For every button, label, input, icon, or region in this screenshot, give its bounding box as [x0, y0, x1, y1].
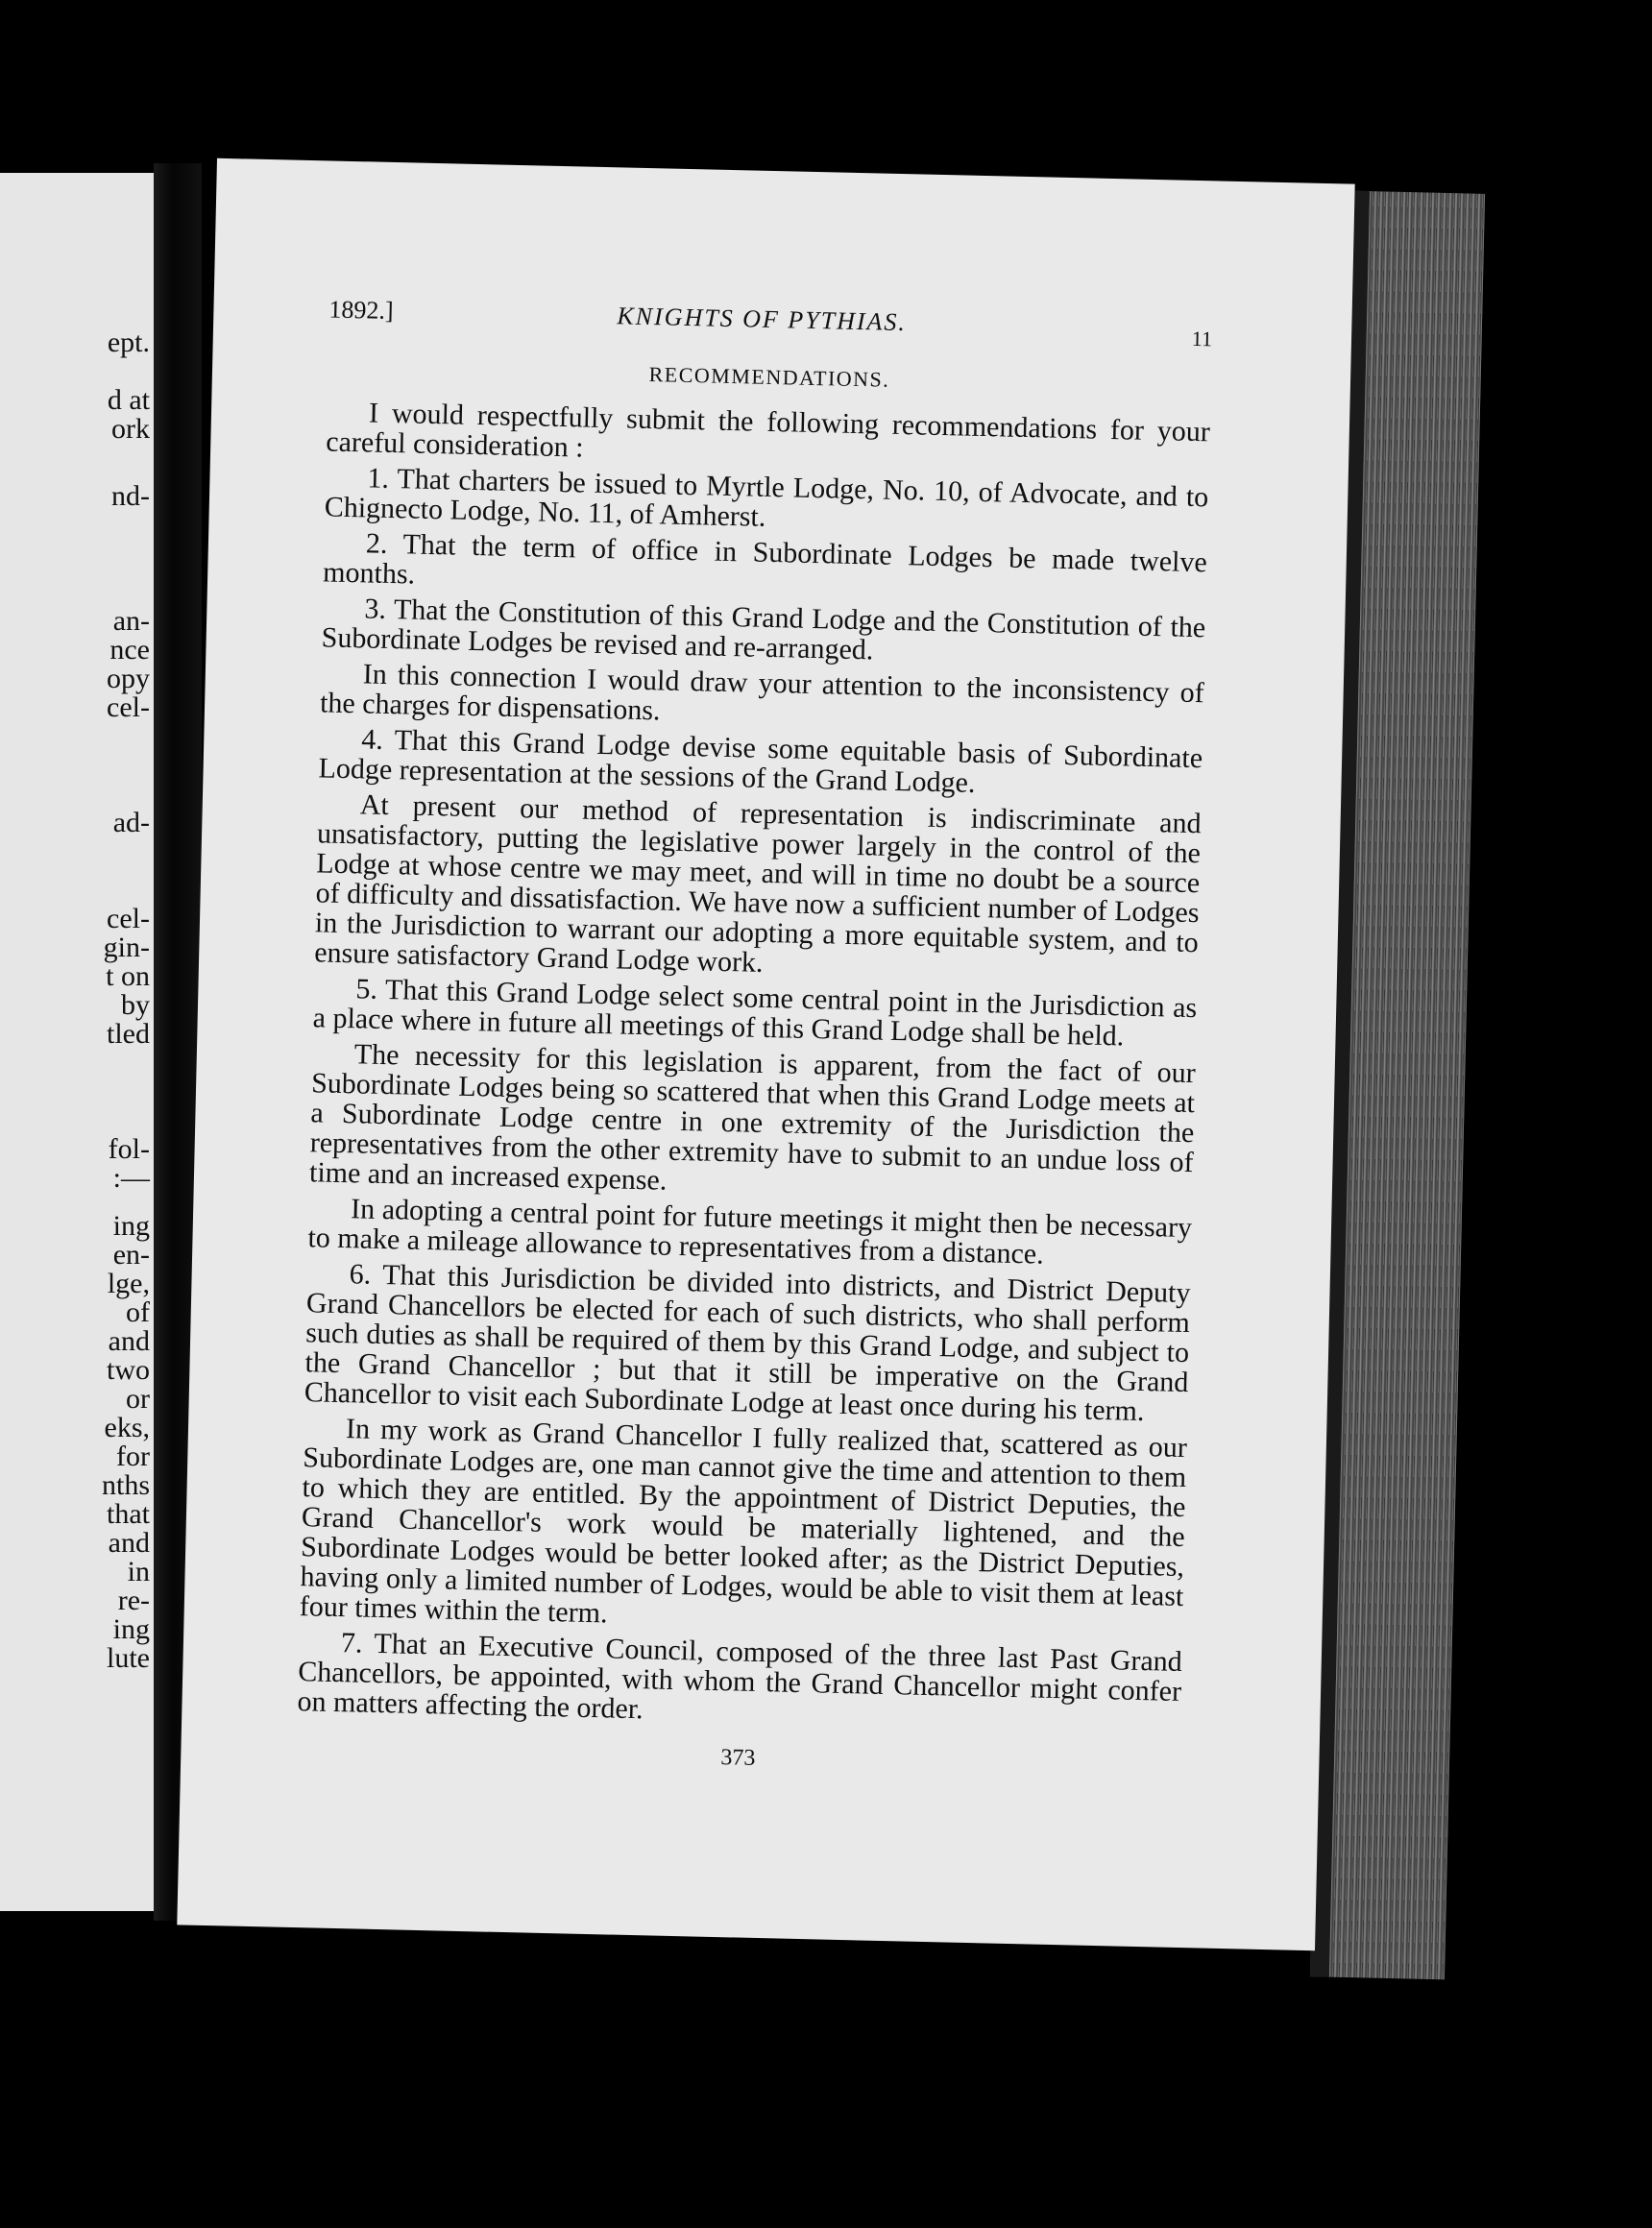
paragraph: 7. That an Executive Council, composed of the three last Past Grand Chancellors, be appointed, with whom the Grand Chancellor might confer on matters affecting the order.: [297, 1627, 1183, 1726]
paragraph: The necessity for this legislation is apparent, from the fact of our Subordinate Lodges being so scattered that when this Grand Lodge meets at a Subordinate Lodge centre in one extremity of the Jurisdiction the representatives from the other extremity have to submit to an undue loss of time and an increased expense.: [308, 1038, 1197, 1197]
left-fragment: d at: [107, 384, 150, 416]
left-fragment: ept.: [107, 327, 150, 358]
paragraph: In adopting a central point for future meetings it might then be necessary to make a mileage allowance to representatives from a distance.: [307, 1193, 1193, 1271]
left-page-edge: [0, 173, 154, 1911]
left-fragment: nd-: [111, 480, 150, 512]
left-fragment: ing: [112, 1613, 150, 1645]
left-fragment: ing: [112, 1210, 150, 1242]
left-fragment: eks,: [104, 1412, 150, 1443]
left-fragment: re-: [117, 1585, 150, 1616]
left-fragment: and: [108, 1527, 150, 1559]
running-head-title: KNIGHTS OF PYTHIAS.: [617, 302, 908, 337]
paragraph: 1. That charters be issued to Myrtle Lodge, No. 10, of Advocate, and to Chignecto Lodge, No. 11, of Amherst.: [324, 462, 1209, 533]
running-head-page-number: 11: [1191, 326, 1213, 351]
left-fragment: and: [108, 1325, 150, 1357]
left-fragment: tled: [107, 1018, 150, 1050]
left-fragment: nths: [101, 1469, 150, 1501]
left-fragment: by: [121, 989, 150, 1021]
paragraph: 3. That the Constitution of this Grand Lodge and the Constitution of the Subordinate Lodges be revised and re-arranged.: [321, 593, 1206, 666]
left-fragment: opy: [107, 663, 150, 694]
text-block: [296, 295, 1212, 1780]
paragraph: 2. That the term of office in Subordinate Lodges be made twelve months.: [322, 527, 1208, 591]
left-fragment: cel-: [107, 903, 150, 934]
paragraph: 5. That this Grand Lodge select some central point in the Jurisdiction as a place where in future all meetings of this Grand Lodge shall be held.: [312, 973, 1198, 1053]
left-fragment: ad-: [112, 807, 150, 838]
left-fragment: two: [107, 1354, 150, 1386]
left-fragment: cel-: [107, 691, 150, 723]
left-fragment: gin-: [103, 932, 150, 963]
section-heading: RECOMMENDATIONS.: [648, 362, 890, 392]
left-fragment: lute: [107, 1642, 150, 1674]
paragraph: I would respectfully submit the following recommendations for your careful consideration :: [325, 397, 1211, 464]
paragraph: In this connection I would draw your attention to the inconsistency of the charges for dispensations.: [319, 658, 1205, 727]
left-fragment: in: [127, 1556, 150, 1587]
left-fragment: lge,: [107, 1268, 150, 1299]
left-fragment: :—: [112, 1162, 150, 1194]
folio-number: 373: [720, 1745, 756, 1771]
paragraph: 6. That this Jurisdiction be divided into districts, and District Deputy Grand Chancellors be elected for each of such districts, who shall perform such duties as shall be required of them by this Grand Lodge, and subject to the Grand Chancellor ; but that it still be imperative on the Grand Chancellor to visit each Subordinate Lodge at least once during his term.: [304, 1258, 1191, 1428]
left-fragment: fol-: [108, 1133, 150, 1165]
left-fragment: nce: [109, 634, 150, 666]
left-fragment: en-: [112, 1239, 150, 1271]
left-fragment: for: [116, 1441, 150, 1472]
running-head: [328, 295, 1213, 353]
left-fragment: ork: [111, 413, 150, 445]
paragraph: At present our method of representation is indiscriminate and unsatisfactory, putting the legislative power largely in the control of the Lodge at whose centre we may meet, and will in time no doubt be a source of difficulty and dissatisfaction. We have now a sufficient number of Lodges in the Jurisdiction to warrant our adopting a more equitable system, and to ensure satisfactory Grand Lodge work.: [313, 788, 1202, 979]
left-fragment: t on: [106, 960, 150, 992]
left-fragment: or: [126, 1383, 150, 1415]
running-head-year: 1892.]: [328, 295, 394, 325]
left-fragment: an-: [112, 605, 150, 637]
left-fragment: that: [107, 1498, 150, 1530]
paragraph: In my work as Grand Chancellor I fully realized that, scattered as our Subordinate Lodges are, one man cannot give the time and attention to them to which they are entitled. By the appointment of District Deputies, the Grand Chancellor's work would be materially lightened, and the Subordinate Lodges would be better looked after; as the District Deputies, having only a limited number of Lodges, would be able to visit them at least four times within the term.: [299, 1413, 1188, 1630]
right-page: [177, 158, 1354, 1950]
left-fragment: of: [126, 1296, 150, 1328]
paragraph: 4. That this Grand Lodge devise some equitable basis of Subordinate Lodge representation at the sessions of the Grand Lodge.: [318, 723, 1203, 799]
